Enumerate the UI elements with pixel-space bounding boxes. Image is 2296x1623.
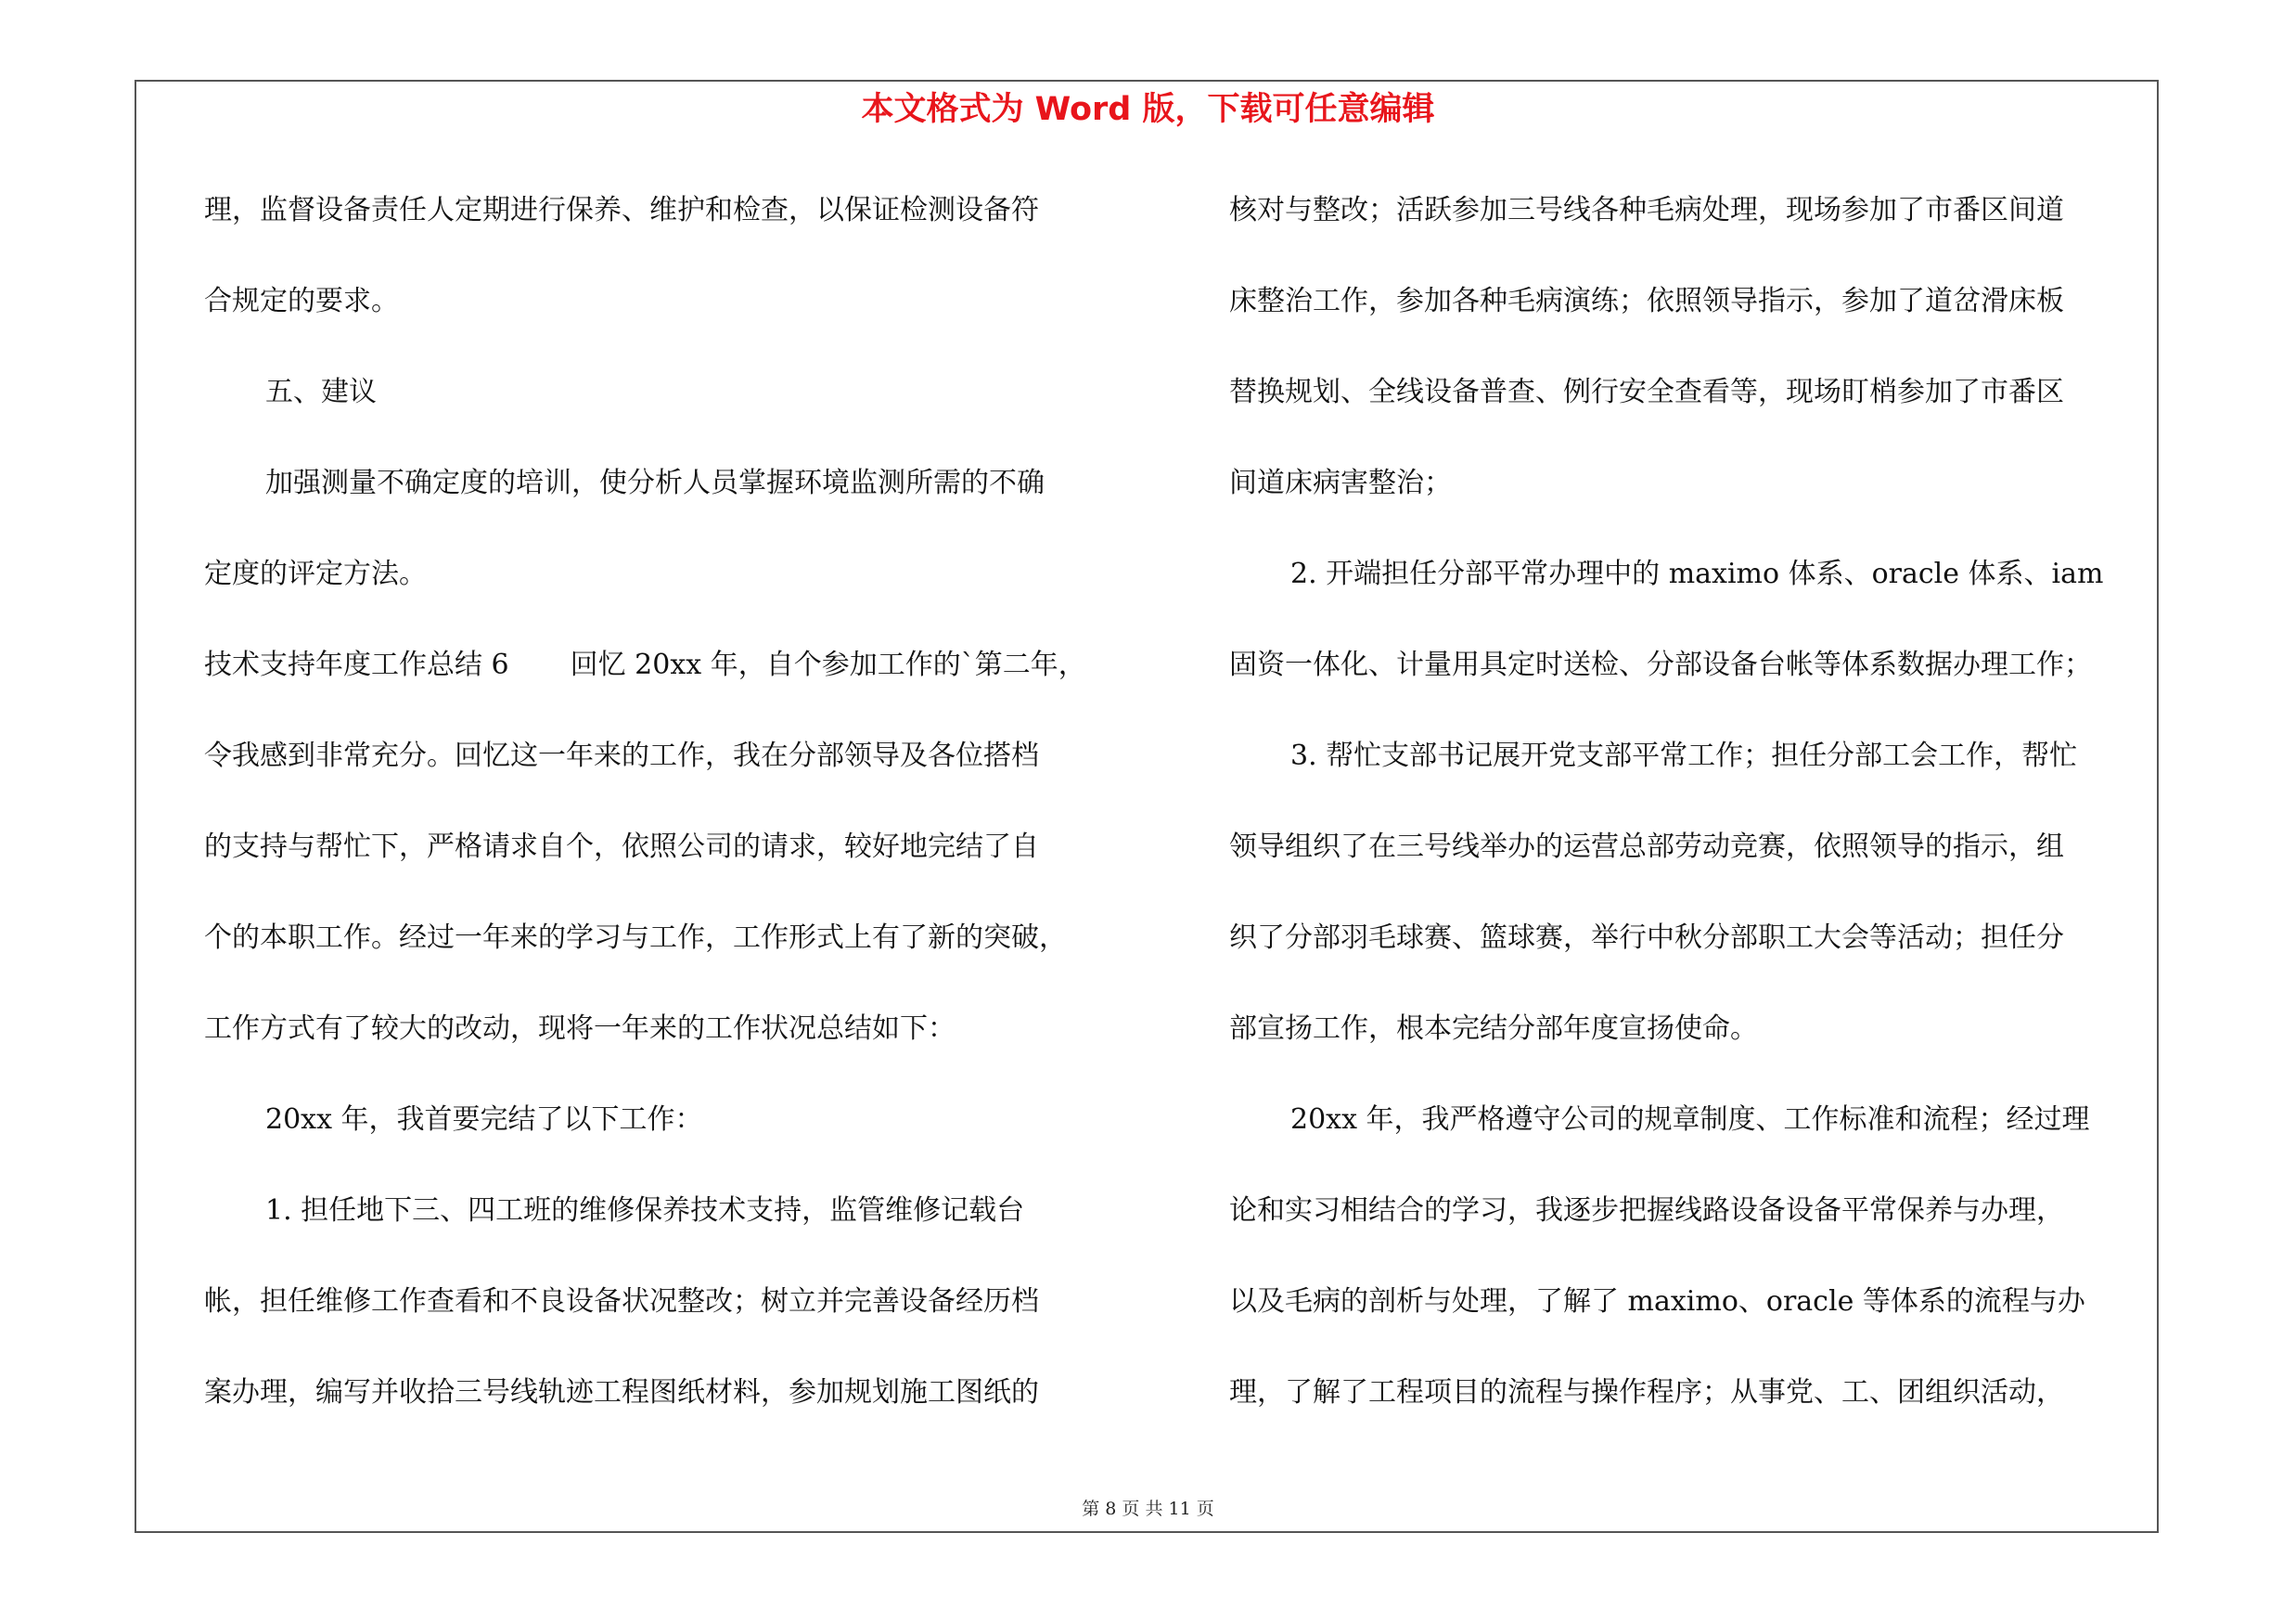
line-text: 替换规划、全线设备普查、例行安全查看等，现场盯梢参加了市番区	[1229, 376, 2064, 408]
line-text: 2. 开端担任分部平常办理中的 maximo 体系、oracle 体系、iam	[1290, 558, 2104, 590]
line-text: 20xx 年，我严格遵守公司的规章制度、工作标准和流程；经过理	[1290, 1103, 2090, 1136]
text-line	[204, 906, 1132, 997]
text-line	[1229, 1269, 2152, 1360]
text-line	[1229, 1088, 2152, 1179]
right-column	[1229, 178, 2152, 1451]
line-text: 间道床病害整治；	[1229, 467, 1452, 499]
line-text: 领导组织了在三号线举办的运营总部劳动竞赛，依照领导的指示，组	[1229, 831, 2064, 863]
text-line	[1229, 542, 2152, 633]
text-line	[1229, 633, 2152, 724]
text-line	[204, 542, 1132, 633]
page-footer: 第 8 页 共 11 页	[1082, 1499, 1214, 1519]
line-text: 加强测量不确定度的培训，使分析人员掌握环境监测所需的不确	[265, 467, 1045, 499]
text-line	[204, 1269, 1132, 1360]
line-text: 以及毛病的剖析与处理，了解了 maximo、oracle 等体系的流程与办	[1229, 1285, 2085, 1318]
line-text: 20xx 年，我首要完结了以下工作：	[265, 1103, 703, 1136]
line-text: 合规定的要求。	[204, 285, 399, 317]
text-line	[1229, 360, 2152, 451]
line-text: 五、建议	[265, 376, 377, 408]
line-text: 床整治工作，参加各种毛病演练；依照领导指示，参加了道岔滑床板	[1229, 285, 2064, 317]
line-text: 案办理，编写并收拾三号线轨迹工程图纸材料，参加规划施工图纸的	[204, 1376, 1039, 1409]
line-text: 核对与整改；活跃参加三号线各种毛病处理，现场参加了市番区间道	[1229, 194, 2064, 226]
line-text: 个的本职工作。经过一年来的学习与工作，工作形式上有了新的突破，	[204, 921, 1067, 954]
text-line	[1229, 451, 2152, 542]
line-text: 织了分部羽毛球赛、篮球赛，举行中秋分部职工大会等活动；担任分	[1229, 921, 2064, 954]
text-line	[1229, 269, 2152, 360]
text-line	[1229, 1360, 2152, 1451]
text-line	[204, 815, 1132, 906]
text-line	[204, 1179, 1132, 1269]
text-line	[204, 1360, 1132, 1451]
line-text: 1. 担任地下三、四工班的维修保养技术支持，监管维修记载台	[265, 1194, 1025, 1227]
text-line	[1229, 178, 2152, 269]
line-text: 论和实习相结合的学习，我逐步把握线路设备设备平常保养与办理，	[1229, 1194, 2064, 1227]
left-column	[204, 178, 1132, 1451]
header-banner: 本文格式为 Word 版，下载可任意编辑	[861, 91, 1435, 128]
text-line	[204, 633, 1132, 724]
line-text: 帐，担任维修工作查看和不良设备状况整改；树立并完善设备经历档	[204, 1285, 1039, 1318]
text-line	[204, 1088, 1132, 1179]
line-text: 部宣扬工作，根本完结分部年度宣扬使命。	[1229, 1012, 1758, 1045]
line-text: 的支持与帮忙下，严格请求自个，依照公司的请求，较好地完结了自	[204, 831, 1039, 863]
text-line	[204, 997, 1132, 1088]
line-text: 技术支持年度工作总结 6	[204, 649, 509, 681]
text-line	[1229, 997, 2152, 1088]
text-line	[204, 269, 1132, 360]
line-text: 固资一体化、计量用具定时送检、分部设备台帐等体系数据办理工作；	[1229, 649, 2092, 681]
text-line	[204, 360, 1132, 451]
text-line	[204, 724, 1132, 815]
line-text: 3. 帮忙支部书记展开党支部平常工作；担任分部工会工作，帮忙	[1290, 740, 2078, 772]
line-text-tail: 回忆 20xx 年，自个参加工作的`第二年，	[570, 649, 1086, 681]
line-text: 理，监督设备责任人定期进行保养、维护和检查，以保证检测设备符	[204, 194, 1039, 226]
text-line	[1229, 724, 2152, 815]
text-line	[1229, 1179, 2152, 1269]
line-text: 定度的评定方法。	[204, 558, 427, 590]
text-line	[1229, 906, 2152, 997]
line-text: 令我感到非常充分。回忆这一年来的工作，我在分部领导及各位搭档	[204, 740, 1039, 772]
text-line	[204, 178, 1132, 269]
text-line	[1229, 815, 2152, 906]
text-line	[204, 451, 1132, 542]
line-text: 工作方式有了较大的改动，现将一年来的工作状况总结如下：	[204, 1012, 956, 1045]
line-text: 理，了解了工程项目的流程与操作程序；从事党、工、团组织活动，	[1229, 1376, 2064, 1409]
